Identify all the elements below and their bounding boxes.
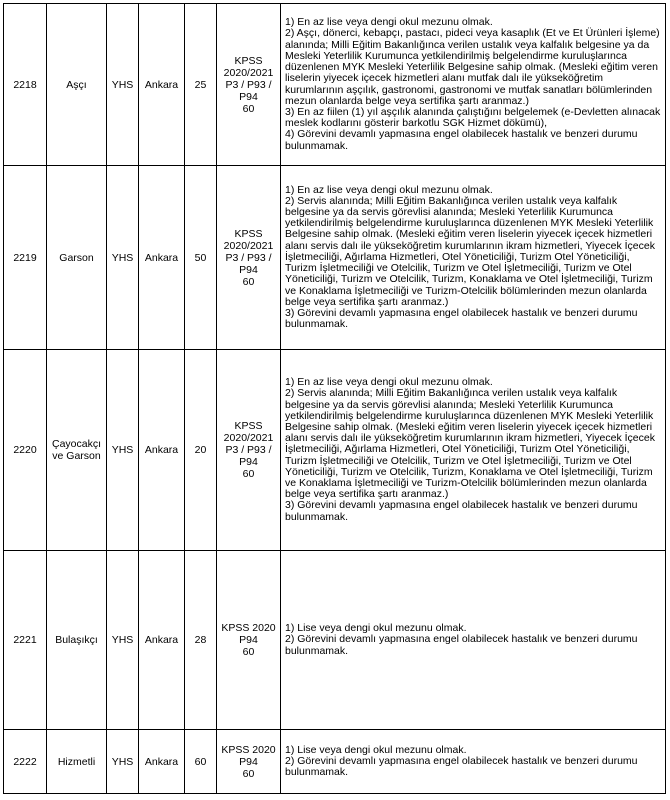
requirement-item: 1) En az lise veya dengi okul mezunu olmak.	[285, 16, 493, 29]
position-code-cell: 2222	[4, 730, 47, 794]
requirement-item: 2) Görevini devamlı yapmasına engel olabilecek hastalık ve benzeri durumu bulunmamak.	[285, 754, 638, 779]
kpss-line: KPSS 2020/2021	[223, 227, 274, 252]
position-code-cell: 2221	[4, 551, 47, 730]
position-title-cell: Bulaşıkçı	[47, 551, 107, 730]
city-cell: Ankara	[139, 551, 185, 730]
position-title-cell: Hizmetli	[47, 730, 107, 794]
staff-type-cell: YHS	[107, 551, 139, 730]
requirement-item: 4) Görevini devamlı yapmasına engel olabilecek hastalık ve benzeri durumu bulunmamak.	[285, 128, 638, 152]
city-cell: Ankara	[139, 350, 185, 551]
requirement-item: 1) En az lise veya dengi okul mezunu olmak.	[285, 376, 493, 389]
table-row	[4, 350, 666, 551]
kpss-line: P94	[239, 755, 258, 768]
table-row	[4, 4, 666, 166]
kpss-line: 60	[242, 468, 255, 480]
position-title-cell: Çayocakçı ve Garson	[47, 350, 107, 551]
kpss-cell	[217, 166, 281, 350]
position-code-cell: 2220	[4, 350, 47, 551]
requirements-cell	[281, 350, 666, 551]
requirement-item: 3) Görevini devamlı yapmasına engel olabilecek hastalık ve benzeri durumu bulunmamak.	[285, 306, 638, 331]
kpss-line: 60	[242, 767, 255, 780]
requirements-cell	[281, 730, 666, 794]
kpss-line: KPSS 2020/2021	[223, 420, 274, 444]
city-cell: Ankara	[139, 166, 185, 350]
position-title-cell: Garson	[47, 166, 107, 350]
requirement-item: 1) Lise veya dengi okul mezunu olmak.	[285, 622, 467, 635]
staff-type-cell: YHS	[107, 4, 139, 166]
table-row	[4, 730, 666, 794]
requirement-item: 3) Görevini devamlı yapmasına engel olabilecek hastalık ve benzeri durumu bulunmamak.	[285, 499, 638, 523]
requirement-item: 2) Servis alanında; Milli Eğitim Bakanlığınca verilen ustalık veya kalfalık belgesine ya da servis görevlisi alanında; Mesleki Yeterlilik Kurumunca yetkilendirilmiş belgelendirme kuruluşlarınca düzenlenen MYK Mesleki Yeterlilik Belgesine sahip olmak. (Mesleki eğitim veren liselerin yiyecek içecek hizmetleri alanı servis dalı ile yükseköğretim kurumlarının ikram hizmetleri, Yiyecek İçecek İşletmeciliği, Ağırlama Hizmetleri, Otel Yöneticiliği, Turizm Otel Yöneticiliği, Turizm İşletmeciliği ve Otelcilik, Turizm ve Otel İşletmeciliği, Turizm ve Otel Yöneticiliği, Turizm ve Otelcilik, Turizm, Konaklama ve Otel İşletmeciliği, Turizm ve Konaklama İşletmeciliği ve Turizm-Otelcilik bölümlerinden mezun olanlarda belge veya sertifika şartı aranmaz.)	[285, 387, 655, 501]
table-row	[4, 551, 666, 730]
kpss-line: 60	[242, 646, 255, 658]
positions-table-body	[4, 4, 666, 794]
staff-type-cell: YHS	[107, 166, 139, 350]
city-cell: Ankara	[139, 4, 185, 166]
position-title-cell: Aşçı	[47, 4, 107, 166]
requirement-item: 2) Servis alanında; Milli Eğitim Bakanlığınca verilen ustalık veya kalfalık belgesine ya da servis görevlisi alanında; Mesleki Yeterlilik Kurumunca yetkilendirilmiş belgelendirme kuruluşlarınca düzenlenen MYK Mesleki Yeterlilik Belgesine sahip olmak. (Mesleki eğitim veren liselerin yiyecek içecek hizmetleri alanı servis dalı ile yükseköğretim kurumlarının ikram hizmetleri, Yiyecek İçecek İşletmeciliği, Ağırlama Hizmetleri, Otel Yöneticiliği, Turizm Otel Yöneticiliği, Turizm İşletmeciliği ve Otelcilik, Turizm ve Otel İşletmeciliği, Turizm ve Otel Yöneticiliği, Turizm ve Otelcilik, Turizm, Konaklama ve Otel İşletmeciliği, Turizm ve Konaklama İşletmeciliği ve Turizm-Otelcilik bölümlerinden mezun olanlarda belge veya sertifika şartı aranmaz.)	[285, 194, 655, 308]
quota-cell: 25	[185, 4, 217, 166]
kpss-line: P3 / P93 / P94	[225, 444, 272, 468]
requirements-cell	[281, 551, 666, 730]
kpss-line: KPSS 2020	[221, 743, 276, 756]
requirement-item: 2) Aşçı, dönerci, kebapçı, pastacı, pideci veya kasaplık (Et ve Et Ürünleri İşleme) alanında; Milli Eğitim Bakanlığınca verilen ustalık veya kalfalık belgesine ya da Mesleki Yeterlilik Kurumunca yetkilendirilmiş belgelendirme kuruluşlarınca düzenlenen MYK Mesleki Yeterlilik Belgesine sahip olmak. (Mesleki eğitim veren liselerin yiyecek içecek hizmetleri alanı mutfak dalı ile yükseköğretim kurumlarının aşçılık, gastronomi, gastronomi ve mutfak sanatları bölümlerinden mezun olanlarda belge veya sertifika şartı aranmaz.)	[285, 27, 660, 107]
requirement-item: 1) En az lise veya dengi okul mezunu olmak.	[285, 183, 493, 196]
kpss-line: KPSS 2020/2021	[223, 54, 274, 79]
positions-table	[3, 3, 666, 794]
quota-cell: 50	[185, 166, 217, 350]
kpss-line: P94	[239, 634, 258, 646]
kpss-line: P3 / P93 / P94	[225, 78, 272, 103]
staff-type-cell: YHS	[107, 730, 139, 794]
city-cell: Ankara	[139, 730, 185, 794]
quota-cell: 28	[185, 551, 217, 730]
kpss-line: 60	[242, 102, 255, 115]
kpss-line: P3 / P93 / P94	[225, 251, 272, 276]
quota-cell: 60	[185, 730, 217, 794]
kpss-cell	[217, 551, 281, 730]
kpss-line: KPSS 2020	[221, 622, 276, 634]
kpss-cell	[217, 350, 281, 551]
position-code-cell: 2218	[4, 4, 47, 166]
requirement-item: 1) Lise veya dengi okul mezunu olmak.	[285, 743, 467, 756]
requirement-item: 2) Görevini devamlı yapmasına engel olabilecek hastalık ve benzeri durumu bulunmamak.	[285, 633, 638, 657]
kpss-line: 60	[242, 275, 255, 288]
kpss-cell	[217, 4, 281, 166]
kpss-cell	[217, 730, 281, 794]
position-code-cell: 2219	[4, 166, 47, 350]
quota-cell: 20	[185, 350, 217, 551]
requirements-cell	[281, 166, 666, 350]
requirements-cell	[281, 4, 666, 166]
requirement-item: 3) En az fiilen (1) yıl aşçılık alanında çalıştığını belgelemek (e-Devletten alınacak meslek kodlarını gösterir barkotlu SGK Hizmet dökümü),	[285, 105, 661, 130]
table-row	[4, 166, 666, 350]
staff-type-cell: YHS	[107, 350, 139, 551]
